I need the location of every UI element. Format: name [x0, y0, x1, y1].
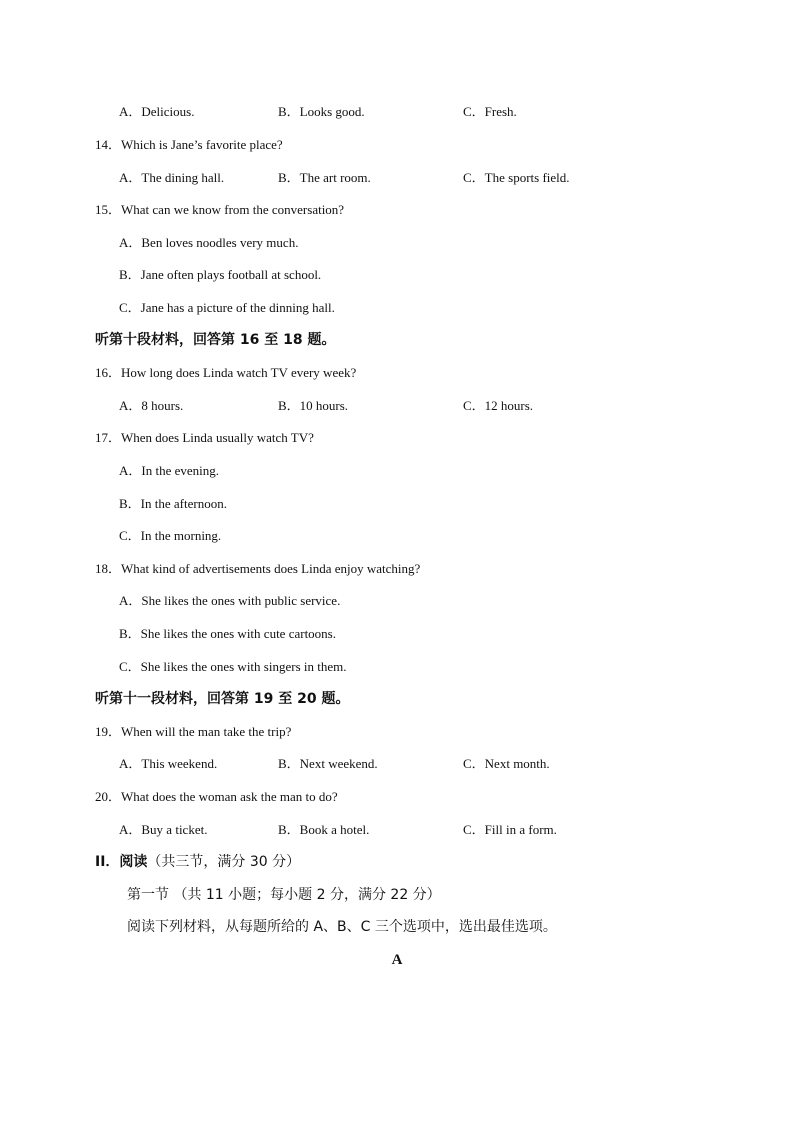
q16-option-b: B．10 hours.: [278, 398, 349, 413]
q17-question: 17．When does Linda usually watch TV?: [95, 430, 314, 445]
q19-question: 19．When will the man take the trip?: [95, 724, 292, 739]
q15-option-c: C．Jane has a picture of the dinning hall.: [119, 300, 335, 315]
q19-option-b: B．Next weekend.: [278, 756, 378, 771]
q16-option-a: A．8 hours.: [119, 398, 184, 413]
q19-option-a: A．This weekend.: [119, 756, 218, 771]
q18-option-a: A．She likes the ones with public service.: [119, 593, 341, 608]
q14-option-b: B．The art room.: [278, 170, 371, 185]
q20-option-b: B．Book a hotel.: [278, 822, 370, 837]
q20-option-a: A．Buy a ticket.: [119, 822, 208, 837]
q18-option-c: C．She likes the ones with singers in them.: [119, 659, 347, 674]
q20-question: 20．What does the woman ask the man to do?: [95, 789, 338, 804]
part-2-heading: [95, 853, 300, 871]
q14-question: 14．Which is Jane’s favorite place?: [95, 137, 283, 152]
q16-option-c: C．12 hours.: [463, 398, 534, 413]
q15-option-a: A．Ben loves noodles very much.: [119, 235, 299, 250]
q17-option-b: B．In the afternoon.: [119, 496, 227, 511]
q20-option-c: C．Fill in a form.: [463, 822, 557, 837]
q14-option-c: C．The sports field.: [463, 170, 570, 185]
q14-option-a: A．The dining hall.: [119, 170, 225, 185]
q15-question: 15．What can we know from the conversation?: [95, 202, 345, 217]
q13-option-a: A．Delicious.: [119, 104, 195, 119]
section-10-heading: 听第十段材料，回答第 16 至 18 题。: [95, 332, 336, 348]
q16-question: 16．How long does Linda watch TV every week?: [95, 365, 357, 380]
part-2-heading-bold: II．阅读: [95, 854, 148, 870]
q15-option-b: B．Jane often plays football at school.: [119, 267, 322, 282]
reading-instruction: 阅读下列材料，从每题所给的 A、B、C 三个选项中，选出最佳选项。: [127, 919, 557, 935]
q19-option-c: C．Next month.: [463, 756, 550, 771]
part-2-heading-rest: （共三节，满分 30 分）: [147, 854, 301, 870]
q13-option-b: B．Looks good.: [278, 104, 365, 119]
subsection-heading: 第一节 （共 11 小题；每小题 2 分，满分 22 分）: [127, 887, 441, 903]
q18-option-b: B．She likes the ones with cute cartoons.: [119, 626, 336, 641]
section-11-heading: 听第十一段材料，回答第 19 至 20 题。: [95, 691, 350, 707]
q18-question: 18．What kind of advertisements does Linda enjoy watching?: [95, 561, 421, 576]
q17-option-c: C．In the morning.: [119, 528, 222, 543]
passage-label: A: [391, 952, 403, 968]
q13-option-c: C．Fresh.: [463, 104, 517, 119]
q17-option-a: A．In the evening.: [119, 463, 220, 478]
